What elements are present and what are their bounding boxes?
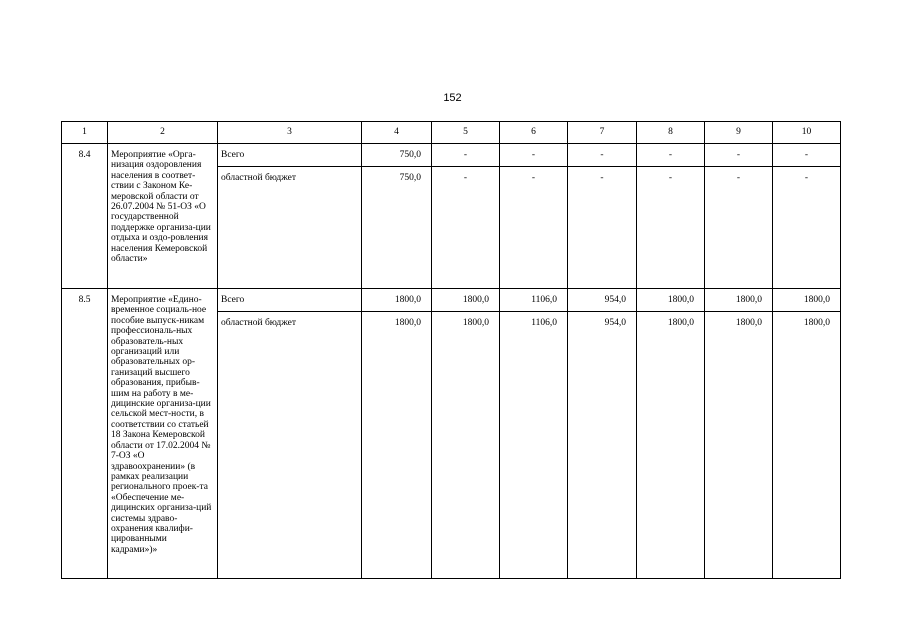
value-cell: 1106,0 bbox=[500, 289, 568, 312]
header-cell: 5 bbox=[432, 122, 500, 144]
value-cell: 1800,0 bbox=[432, 289, 500, 312]
value-cell: 1800,0 bbox=[637, 312, 705, 579]
funding-source: областной бюджет bbox=[218, 312, 362, 579]
table-row bbox=[62, 289, 841, 312]
header-cell: 2 bbox=[108, 122, 218, 144]
header-cell: 3 bbox=[218, 122, 362, 144]
value-cell: - bbox=[637, 144, 705, 167]
activity-description: Мероприятие «Орга-низация оздоровления населения в соответ-ствии с Законом Ке-меровской области от 26.07.2004 № 51-ОЗ «О государственной поддержке организа-ции отдыха и оздо-ровления населения Кемеровской области» bbox=[108, 144, 218, 289]
value-cell: 1106,0 bbox=[500, 312, 568, 579]
header-cell: 1 bbox=[62, 122, 108, 144]
value-cell: - bbox=[773, 144, 841, 167]
header-cell: 7 bbox=[568, 122, 637, 144]
value-cell: - bbox=[568, 167, 637, 289]
value-cell: 954,0 bbox=[568, 289, 637, 312]
value-cell: - bbox=[500, 144, 568, 167]
value-cell: - bbox=[500, 167, 568, 289]
value-cell: - bbox=[568, 144, 637, 167]
value-cell: 1800,0 bbox=[705, 289, 773, 312]
page-number: 152 bbox=[443, 92, 462, 104]
value-cell: 1800,0 bbox=[362, 289, 432, 312]
program-table bbox=[61, 121, 841, 579]
value-cell: - bbox=[637, 167, 705, 289]
header-cell: 8 bbox=[637, 122, 705, 144]
row-number: 8.5 bbox=[62, 289, 108, 579]
value-cell: - bbox=[432, 144, 500, 167]
value-cell: 1800,0 bbox=[773, 312, 841, 579]
value-cell: 1800,0 bbox=[432, 312, 500, 579]
value-cell: - bbox=[432, 167, 500, 289]
row-number: 8.4 bbox=[62, 144, 108, 289]
value-cell: - bbox=[705, 144, 773, 167]
header-cell: 6 bbox=[500, 122, 568, 144]
value-cell: 1800,0 bbox=[362, 312, 432, 579]
header-cell: 4 bbox=[362, 122, 432, 144]
table-row bbox=[62, 144, 841, 167]
value-cell: 954,0 bbox=[568, 312, 637, 579]
funding-source: Всего bbox=[218, 289, 362, 312]
value-cell: 750,0 bbox=[362, 167, 432, 289]
value-cell: 750,0 bbox=[362, 144, 432, 167]
value-cell: - bbox=[773, 167, 841, 289]
activity-description: Мероприятие «Едино-временное социаль-ное пособие выпуск-никам профессиональ-ных образователь-ных организаций или образовательных ор-ганизаций высшего образования, прибыв-шим на работу в ме-дицинские организа-ции сельской мест-ности, в соответствии со статьей 18 Закона Кемеровской области от 17.02.2004 № 7-ОЗ «О здравоохранении» (в рамках реализации регионального проек-та «Обеспечение ме-дицинских организа-ций системы здраво-охранения квалифи-цированными кадрами»)» bbox=[108, 289, 218, 579]
value-cell: 1800,0 bbox=[637, 289, 705, 312]
header-cell: 9 bbox=[705, 122, 773, 144]
funding-source: областной бюджет bbox=[218, 167, 362, 289]
value-cell: - bbox=[705, 167, 773, 289]
header-cell: 10 bbox=[773, 122, 841, 144]
header-row bbox=[62, 122, 841, 144]
value-cell: 1800,0 bbox=[773, 289, 841, 312]
funding-source: Всего bbox=[218, 144, 362, 167]
value-cell: 1800,0 bbox=[705, 312, 773, 579]
